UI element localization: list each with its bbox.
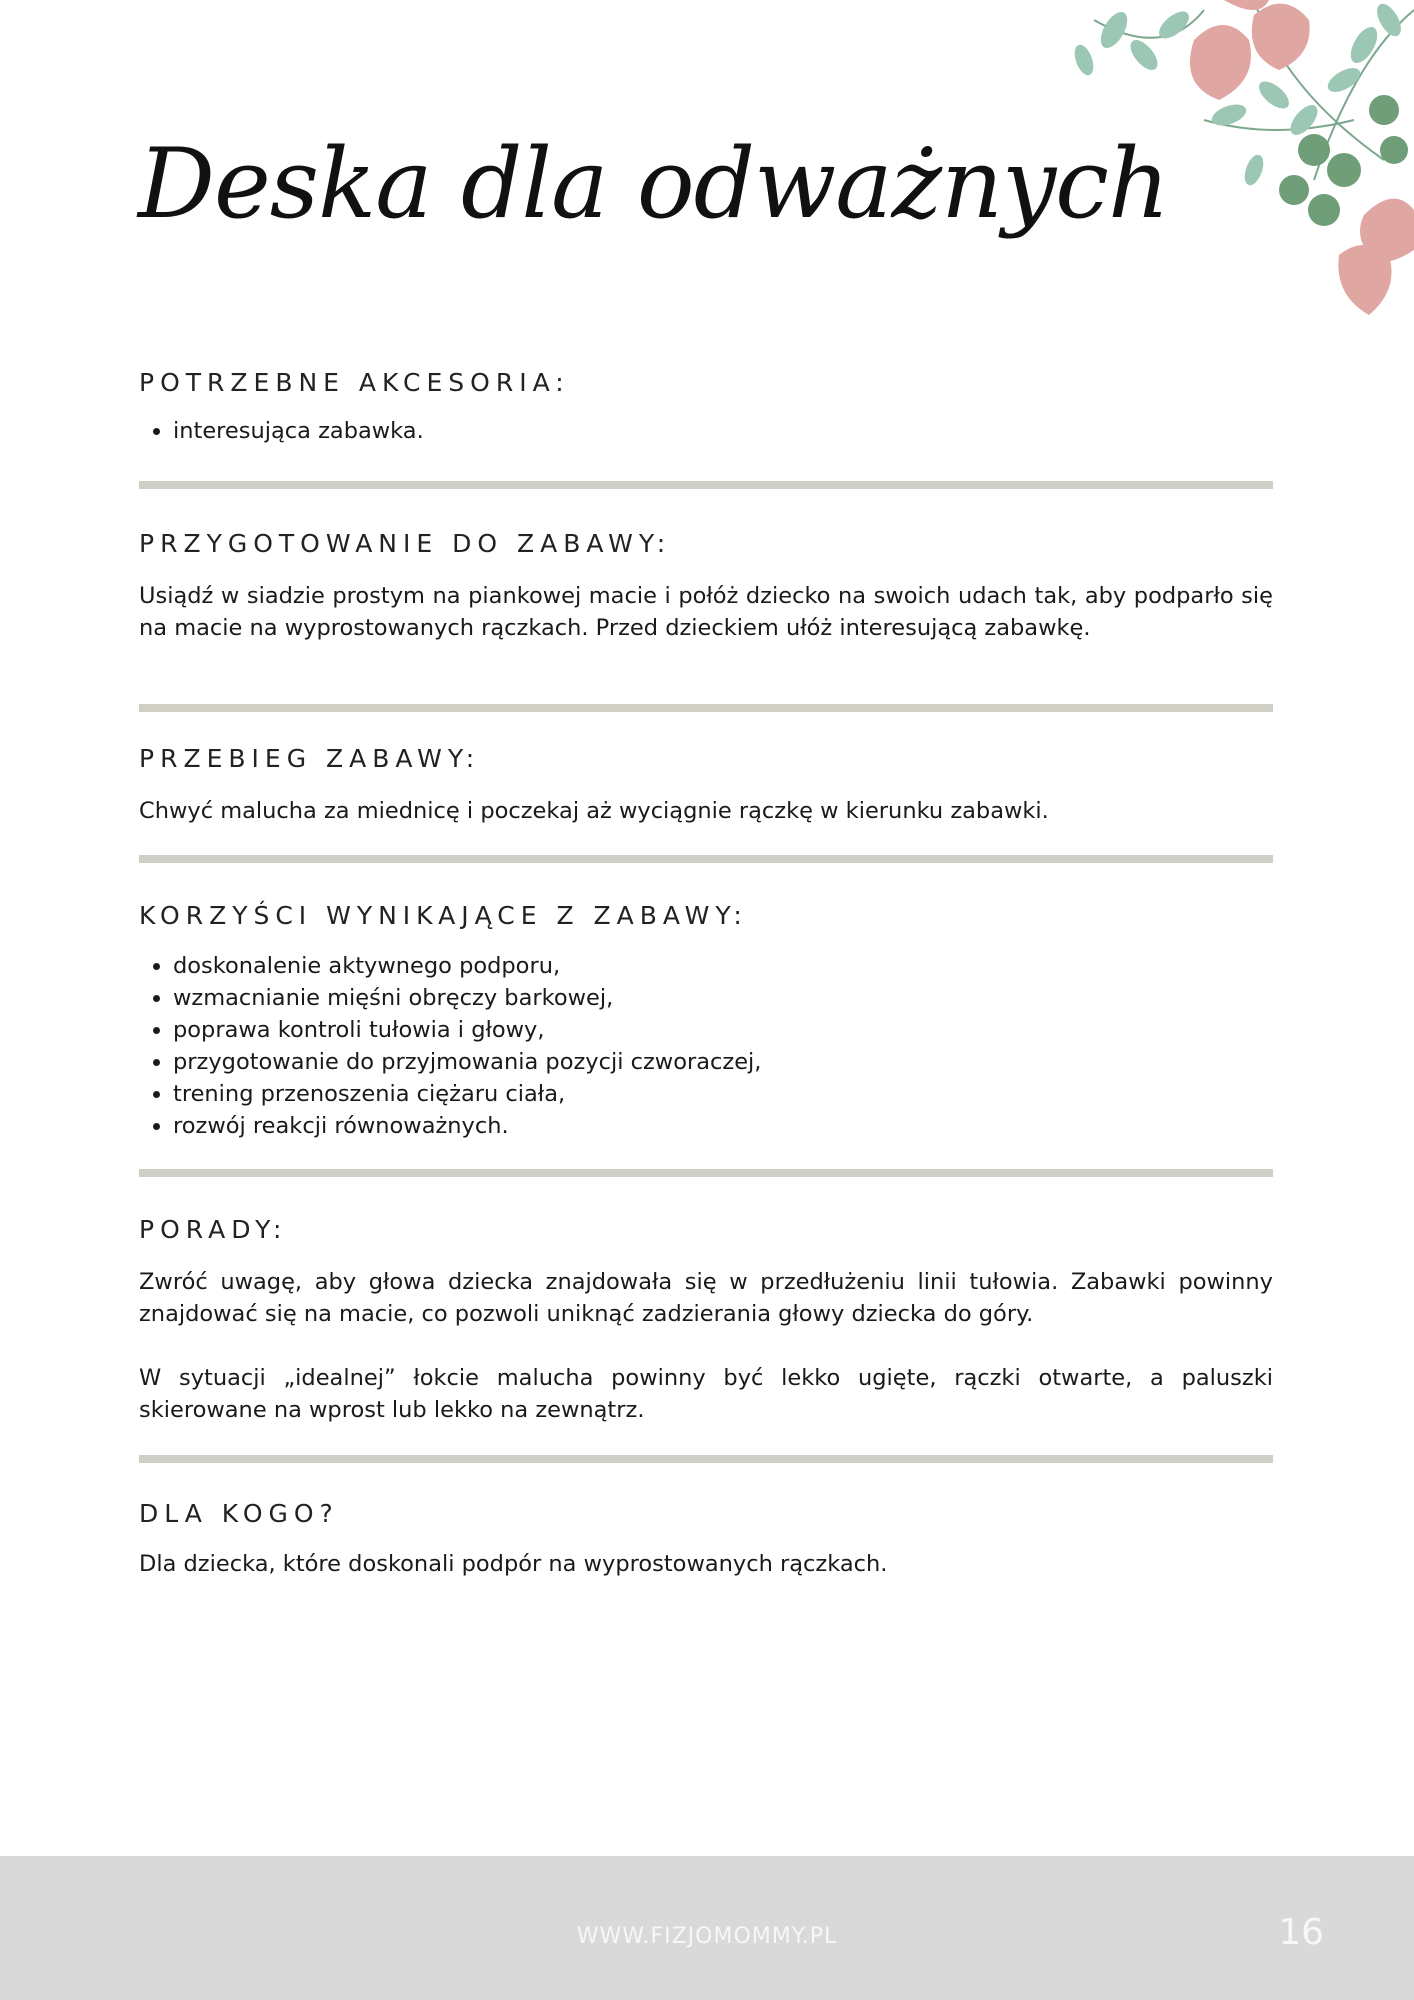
- list-item: • interesująca zabawka.: [173, 415, 1273, 447]
- preparation-text: Usiądź w siadzie prostym na piankowej macie i połóż dziecko na swoich udach tak, aby podparło się na macie na wyprostowanych rączkach. Przed dzieckiem ułóż interesującą zabawkę.: [139, 583, 1273, 641]
- section-heading: PRZYGOTOWANIE DO ZABAWY:: [139, 529, 672, 558]
- page-footer: [0, 1856, 1414, 2000]
- list-item: • trening przenoszenia ciężaru ciała,: [173, 1078, 1273, 1110]
- list-item: • doskonalenie aktywnego podporu,: [173, 950, 1273, 982]
- list-item: • przygotowanie do przyjmowania pozycji czworaczej,: [173, 1046, 1273, 1078]
- section-heading: DLA KOGO?: [139, 1499, 339, 1528]
- page-title: Deska dla odważnych: [138, 128, 1169, 240]
- section-divider: [139, 1169, 1273, 1177]
- section-heading: KORZYŚCI WYNIKAJĄCE Z ZABAWY:: [139, 901, 748, 930]
- section-audience: [139, 1463, 1273, 1580]
- list-item: • poprawa kontroli tułowia i głowy,: [173, 1014, 1273, 1046]
- course-text: Chwyć malucha za miednicę i poczekaj aż wyciągnie rączkę w kierunku zabawki.: [139, 798, 1049, 824]
- section-divider: [139, 704, 1273, 712]
- section-benefits: [139, 863, 1273, 1169]
- section-heading: PRZEBIEG ZABAWY:: [139, 744, 481, 773]
- section-preparation: [139, 489, 1273, 704]
- tips-paragraph: Zwróć uwagę, aby głowa dziecka znajdowała się w przedłużeniu linii tułowia. Zabawki powinny znajdować się na macie, co pozwoli uniknąć zadzierania głowy dziecka do góry.: [139, 1269, 1273, 1327]
- content: [139, 368, 1273, 1580]
- section-divider: [139, 1455, 1273, 1463]
- list-item: • rozwój reakcji równoważnych.: [173, 1110, 1273, 1142]
- section-divider: [139, 855, 1273, 863]
- page-number: 16: [1278, 1912, 1324, 1953]
- section-course: [139, 712, 1273, 855]
- section-accessories: [139, 368, 1273, 481]
- section-heading: POTRZEBNE AKCESORIA:: [139, 368, 570, 397]
- accessories-list: [139, 415, 1273, 447]
- list-item: • wzmacnianie mięśni obręczy barkowej,: [173, 982, 1273, 1014]
- section-tips: [139, 1177, 1273, 1455]
- benefits-list: [139, 950, 1273, 1142]
- section-heading: PORADY:: [139, 1215, 288, 1244]
- tips-paragraph: W sytuacji „idealnej” łokcie malucha powinny być lekko ugięte, rączki otwarte, a paluszki skierowane na wprost lub lekko na zewnątrz.: [139, 1365, 1273, 1423]
- website-link[interactable]: WWW.FIZJOMOMMY.PL: [576, 1924, 838, 1949]
- audience-text: Dla dziecka, które doskonali podpór na wyprostowanych rączkach.: [139, 1551, 888, 1577]
- section-divider: [139, 481, 1273, 489]
